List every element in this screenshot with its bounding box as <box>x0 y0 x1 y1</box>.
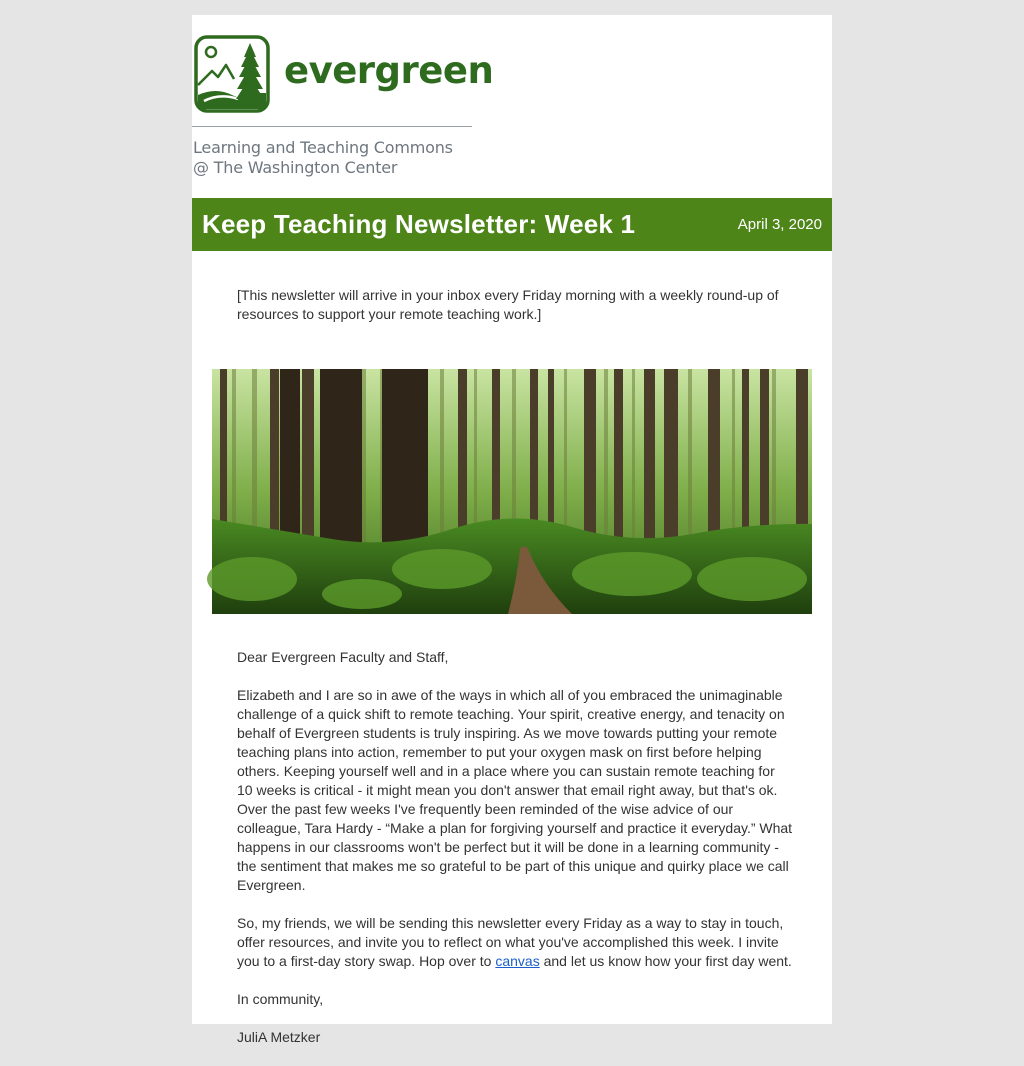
paragraph-2-text-after: and let us know how your first day went. <box>539 953 792 969</box>
letter-paragraph-2 <box>237 914 793 971</box>
newsletter-page <box>192 15 832 1045</box>
newsletter-date: April 3, 2020 <box>737 216 822 233</box>
newsletter-title: Keep Teaching Newsletter: Week 1 <box>202 209 636 239</box>
letter-signature: JuliA Metzker <box>237 1029 321 1045</box>
letter-greeting: Dear Evergreen Faculty and Staff, <box>237 649 449 665</box>
intro-note: [This newsletter will arrive in your inbox every Friday morning with a weekly round-up of resources to support your remote teaching work.] <box>237 287 779 322</box>
header-logo-area <box>192 15 832 198</box>
tagline-line-2: @ The Washington Center <box>193 158 398 177</box>
canvas-link[interactable]: canvas <box>495 953 540 969</box>
forest-photo <box>212 369 812 614</box>
evergreen-wordmark: evergreen <box>284 49 494 92</box>
title-banner <box>192 198 832 251</box>
letter-closing: In community, <box>237 991 324 1007</box>
logo-divider <box>192 126 472 127</box>
letter-paragraph-1: Elizabeth and I are so in awe of the ways in which all of you embraced the unimaginable challenge of a quick shift to remote teaching. Your spirit, creative energy, and tenacity on behalf of Evergreen students is truly inspiring. As we move towards putting your remote teaching plans into action, remember to put your oxygen mask on first before helping others. Keeping yourself well and in a place where you can sustain remote teaching for 10 weeks is critical - it might mean you don't answer that email right away, but that's ok. Over the past few weeks I've frequently been reminded of the wise advice of our colleague, Tara Hardy - “Make a plan for forgiving yourself and practice it everyday.” What happens in our classrooms won't be perfect but it will be done in a learning community - the sentiment that makes me so grateful to be part of this unique and quirky place we call Evergreen. <box>237 687 793 893</box>
letter-body <box>237 648 793 1066</box>
paragraph-2-text-before: So, my friends, we will be sending this newsletter every Friday as a way to stay in touch, offer resources, and invite you to reflect on what you've accomplished this week. I invite you to a first-day story swap. Hop over to <box>237 915 784 969</box>
evergreen-logo-icon <box>194 35 270 113</box>
tagline-line-1: Learning and Teaching Commons <box>193 138 453 157</box>
